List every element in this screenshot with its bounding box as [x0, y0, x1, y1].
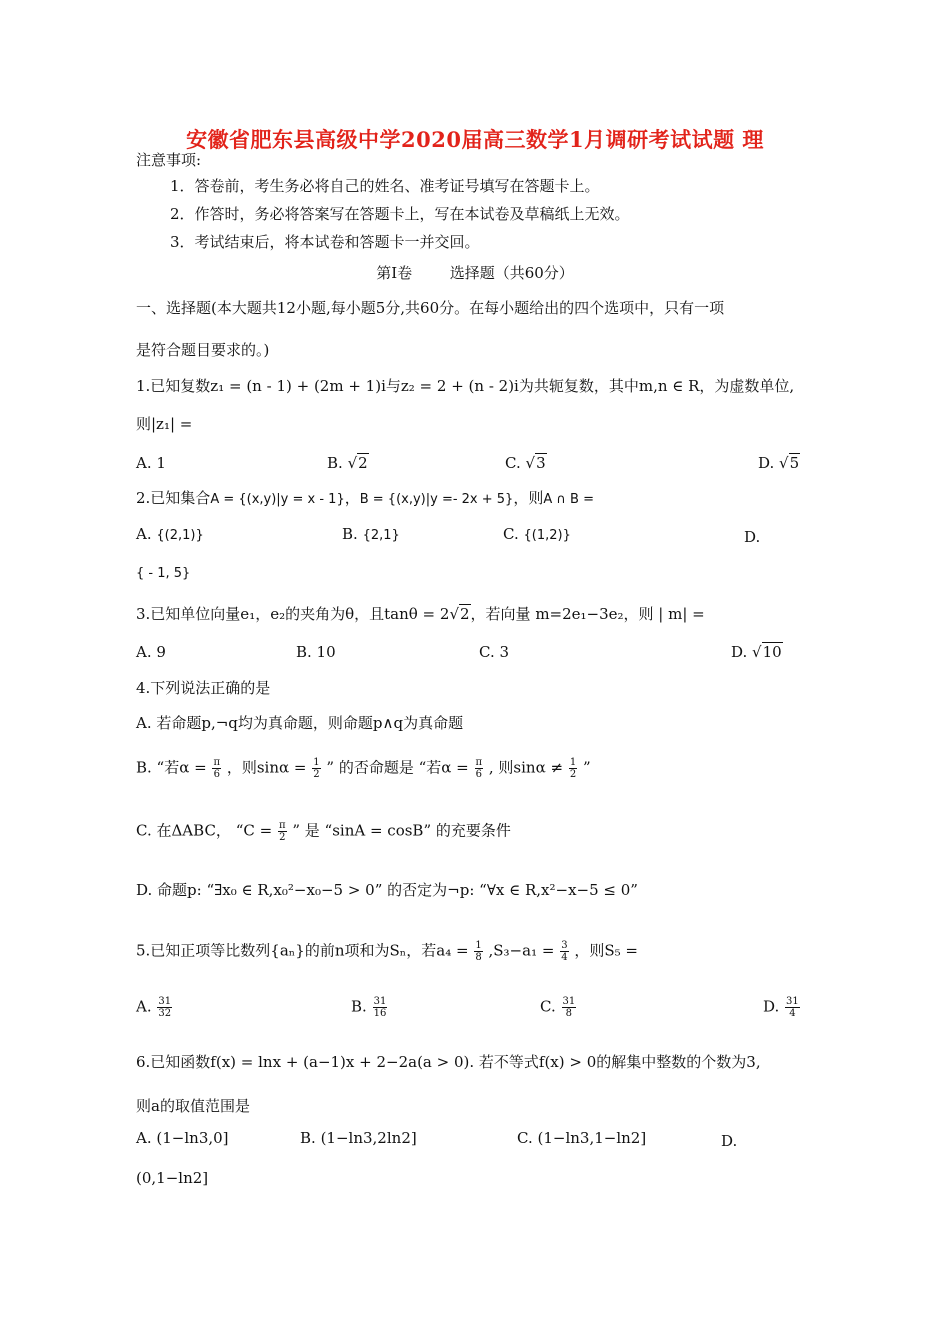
q6-stem: 6.已知函数f(x) = lnx + (a−1)x + 2−2a(a > 0). 若不等式f(x) > 0的解集中整数的个数为3,	[136, 1053, 761, 1071]
denominator: 32	[158, 1008, 172, 1019]
numerator: 3	[561, 940, 568, 951]
q2-expr: A ∩ B =	[543, 492, 594, 507]
q2-option-c-label: C.	[503, 525, 519, 543]
q6-option-c-label: C.	[517, 1129, 533, 1147]
denominator: 4	[789, 1008, 796, 1019]
denominator: 8	[475, 952, 482, 963]
q4-c-pre: C. 在ΔABC， “C =	[136, 821, 273, 840]
q4-option-c	[136, 820, 511, 843]
notice-item-3: 3．考试结束后，将本试卷和答题卡一并交回。	[170, 233, 480, 251]
section-name: 选择题（共60分）	[449, 264, 574, 282]
denominator: 2	[279, 832, 286, 843]
instructions-line-2: 是符合题目要求的。)	[136, 341, 270, 359]
q1-option-d-label: D.	[758, 454, 775, 472]
notice-item-1: 1．答卷前，考生务必将自己的姓名、准考证号填写在答题卡上。	[170, 177, 600, 195]
q5-option-d	[763, 996, 801, 1019]
fraction	[560, 940, 568, 963]
q3-option-d-radicand: 10	[762, 643, 782, 661]
numerator: 31	[786, 996, 799, 1007]
q4-b-pre: B. “若α =	[136, 758, 207, 777]
q5-option-b	[351, 996, 388, 1019]
q5-option-d-label: D.	[763, 997, 780, 1016]
notice-heading: 注意事项:	[136, 151, 202, 169]
q4-option-b	[136, 757, 591, 780]
fraction	[785, 996, 800, 1019]
document-title: 安徽省肥东县高级中学2020届高三数学1月调研考试试题 理	[186, 127, 764, 152]
denominator: 16	[373, 1008, 387, 1019]
q1-stem-2: 则|z₁| =	[136, 415, 193, 433]
q1-option-b-radicand: 2	[358, 454, 368, 472]
fraction	[312, 757, 320, 780]
instructions-line-1: 一、选择题(本大题共12小题,每小题5分,共60分。在每小题给出的四个选项中，只有一项	[136, 299, 725, 317]
q6-option-d-label: D.	[721, 1132, 738, 1150]
fraction	[157, 996, 172, 1019]
sqrt-symbol: √2	[347, 454, 368, 472]
q5-stem-post: ，则S₅ =	[574, 941, 638, 960]
q6-option-d-value: (0,1−ln2]	[136, 1169, 209, 1187]
q6-stem-2: 则a的取值范围是	[136, 1097, 250, 1115]
fraction	[562, 996, 577, 1019]
q1-stem: 1.已知复数z₁ = (n - 1) + (2m + 1)i与z₂ = 2 + (n - 2)i为共轭复数，其中m,n ∈ R，为虚数单位,	[136, 377, 795, 395]
fraction	[475, 757, 484, 780]
q4-option-a: A. 若命题p,¬q均为真命题，则命题p∧q为真命题	[136, 714, 464, 732]
q3-option-d-label: D.	[731, 643, 748, 661]
q4-option-d: D. 命题p: “∃x₀ ∈ R,x₀²−x₀−5 > 0” 的否定为¬p: “∀x ∈ R,x²−x−5 ≤ 0”	[136, 881, 638, 899]
q5-option-b-label: B.	[351, 997, 367, 1016]
fraction	[474, 940, 482, 963]
q2-option-c	[503, 524, 571, 546]
q1-option-a: A. 1	[136, 454, 166, 472]
q2-set-a: A = {(x,y)|y = x - 1}	[210, 492, 345, 507]
q2-option-a-value: {(2,1)}	[156, 528, 204, 543]
numerator: 31	[373, 996, 387, 1007]
q2-option-b-label: B.	[342, 525, 358, 543]
q1-option-c	[505, 453, 547, 473]
numerator: π	[213, 757, 221, 768]
notice-item-2: 2．作答时，务必将答案写在答题卡上，写在本试卷及草稿纸上无效。	[170, 205, 630, 223]
q5-stem-mid: ,S₃−a₁ =	[488, 941, 555, 960]
numerator: 31	[158, 996, 172, 1007]
q1-option-c-label: C.	[505, 454, 521, 472]
q2-option-a-label: A.	[136, 525, 152, 543]
q3-option-a: A. 9	[136, 643, 166, 661]
q6-option-b	[300, 1128, 417, 1148]
numerator: π	[475, 757, 483, 768]
sqrt-symbol: √5	[779, 454, 800, 472]
q3-stem-radicand: 2	[460, 605, 470, 623]
denominator: 6	[213, 769, 220, 780]
q3-stem-post: ，若向量 m=2e₁−3e₂，则 | m| =	[470, 605, 705, 623]
denominator: 8	[565, 1008, 573, 1019]
q5-stem-pre: 5.已知正项等比数列{aₙ}的前n项和为Sₙ，若a₄ =	[136, 941, 469, 960]
q2-stem	[136, 488, 594, 510]
numerator: 1	[475, 940, 482, 951]
section-part: 第Ⅰ卷	[376, 264, 413, 282]
q2-option-b	[342, 524, 400, 546]
q5-option-a-label: A.	[136, 997, 152, 1016]
q3-stem-pre: 3.已知单位向量e₁，e₂的夹角为θ，且tanθ = 2	[136, 605, 450, 623]
q2-option-b-value: {2,1}	[362, 528, 400, 543]
q4-stem: 4.下列说法正确的是	[136, 679, 271, 697]
q4-b-mid3: , 则sinα ≠	[488, 758, 564, 777]
q5-stem	[136, 940, 638, 963]
q3-stem	[136, 604, 705, 624]
q2-option-a	[136, 524, 204, 546]
q2-option-d-label: D.	[744, 528, 761, 546]
q1-option-b	[327, 453, 369, 473]
q6-option-c	[517, 1128, 646, 1148]
sqrt-symbol: √10	[752, 643, 782, 661]
q4-c-post: ” 是 “sinA = cosB” 的充要条件	[292, 821, 511, 840]
q5-option-c	[540, 996, 577, 1019]
q2-set-b: B = {(x,y)|y =- 2x + 5}	[359, 492, 514, 507]
q2-stem-pre: 2.已知集合	[136, 489, 211, 507]
q6-option-b-label: B.	[300, 1129, 316, 1147]
q2-stem-mid: ，	[344, 489, 360, 507]
q2-stem-post: ，则	[513, 489, 544, 507]
q2-option-d-value: { - 1, 5}	[136, 566, 191, 581]
sqrt-symbol: √3	[525, 454, 546, 472]
q1-option-c-radicand: 3	[536, 454, 546, 472]
denominator: 6	[475, 769, 482, 780]
fraction	[373, 996, 388, 1019]
q6-option-b-value: (1−ln3,2ln2]	[320, 1129, 417, 1147]
q4-b-mid: ，则sinα =	[226, 758, 307, 777]
fraction	[278, 820, 287, 843]
q3-option-d	[731, 642, 783, 662]
q6-option-c-value: (1−ln3,1−ln2]	[537, 1129, 647, 1147]
numerator: π	[278, 820, 286, 831]
denominator: 2	[313, 769, 320, 780]
q5-option-a	[136, 996, 173, 1019]
numerator: 1	[569, 757, 577, 768]
q6-option-a-value: (1−ln3,0]	[156, 1129, 229, 1147]
q3-option-b: B. 10	[296, 643, 336, 661]
numerator: 31	[562, 996, 576, 1007]
fraction	[212, 757, 221, 780]
q3-option-c: C. 3	[479, 643, 510, 661]
sqrt-symbol: √2	[449, 605, 470, 623]
q4-b-post: ”	[583, 758, 591, 777]
q1-option-d-radicand: 5	[789, 454, 800, 472]
q1-option-b-label: B.	[327, 454, 343, 472]
denominator: 2	[569, 769, 577, 780]
fraction	[569, 757, 577, 780]
q4-b-mid2: ” 的否命题是 “若α =	[326, 758, 469, 777]
section-heading	[0, 262, 950, 283]
q6-option-a	[136, 1128, 229, 1148]
q5-option-c-label: C.	[540, 997, 556, 1016]
denominator: 4	[561, 952, 568, 963]
q2-option-c-value: {(1,2)}	[523, 528, 571, 543]
numerator: 1	[313, 757, 320, 768]
q6-option-a-label: A.	[136, 1129, 152, 1147]
q1-option-d	[758, 453, 800, 473]
